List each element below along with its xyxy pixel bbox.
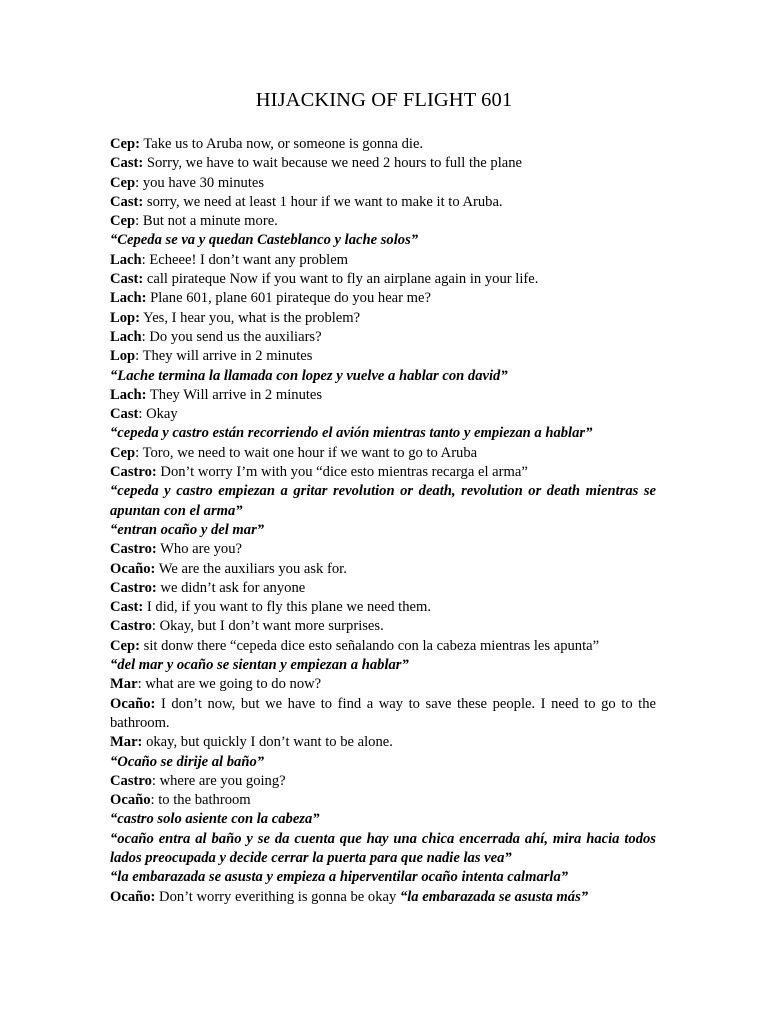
speaker-name: Lach: (110, 386, 147, 403)
dialogue-text: We are the auxiliars you ask for. (155, 560, 347, 577)
speaker-name: Castro: (110, 464, 157, 481)
stage-direction: “la embarazada se asusta y empieza a hiperventilar ocaño intenta calmarla” (110, 869, 569, 886)
dialogue-text: Who are you? (156, 541, 242, 558)
script-body (110, 135, 660, 907)
dialogue-line (110, 386, 656, 405)
stage-direction-line (110, 810, 656, 829)
stage-direction: “la embarazada se asusta más” (399, 888, 589, 905)
dialogue-line (110, 791, 656, 810)
stage-direction: “cepeda y castro están recorriendo el avión mientras tanto y empiezan a hablar” (110, 425, 593, 442)
dialogue-line (110, 174, 656, 193)
speaker-name: Lach (110, 328, 142, 345)
stage-direction-line (110, 424, 656, 443)
dialogue-text: They Will arrive in 2 minutes (146, 386, 323, 403)
dialogue-text: okay, but quickly I don’t want to be alone. (142, 734, 393, 751)
dialogue-line (110, 328, 656, 347)
dialogue-line (110, 347, 656, 366)
speaker-name: Ocaño: (110, 888, 156, 905)
stage-direction-line (110, 367, 656, 386)
dialogue-line (110, 560, 656, 579)
dialogue-text: I did, if you want to fly this plane we need them. (143, 599, 432, 616)
speaker-name: Cast: (110, 155, 144, 172)
speaker-name: Castro (110, 618, 152, 635)
speaker-name: Cep (110, 444, 136, 461)
speaker-name: Castro (110, 772, 152, 789)
dialogue-text: : But not a minute more. (135, 213, 278, 230)
stage-direction-line (110, 482, 656, 521)
stage-direction-line (110, 521, 656, 540)
dialogue-text: : you have 30 minutes (135, 174, 265, 191)
stage-direction-line (110, 753, 656, 772)
stage-direction: “cepeda y castro empiezan a gritar revolution or death, revolution or death mientras se apuntan con el arma” (110, 483, 656, 519)
dialogue-text: Don’t worry everithing is gonna be okay (155, 888, 400, 905)
dialogue-text: : Toro, we need to wait one hour if we want to go to Aruba (135, 444, 478, 461)
dialogue-text: call pirateque Now if you want to fly an airplane again in your life. (143, 271, 539, 288)
stage-direction-line (110, 830, 656, 869)
stage-direction-line (110, 656, 656, 675)
dialogue-line (110, 270, 656, 289)
dialogue-text: : They will arrive in 2 minutes (135, 348, 313, 365)
stage-direction-line (110, 231, 656, 250)
speaker-name: Ocaño (110, 792, 151, 809)
speaker-name: Mar (110, 676, 138, 693)
dialogue-line (110, 135, 656, 154)
dialogue-text: : Okay, but I don’t want more surprises. (151, 618, 384, 635)
speaker-name: Cast (110, 406, 139, 423)
dialogue-line (110, 212, 656, 231)
speaker-name: Ocaño: (110, 695, 156, 712)
speaker-name: Cep: (110, 136, 140, 152)
stage-direction: “Cepeda se va y quedan Casteblanco y lache solos” (110, 232, 419, 249)
dialogue-line (110, 540, 656, 559)
speaker-name: Cast: (110, 599, 144, 616)
dialogue-line (110, 888, 656, 907)
speaker-name: Castro: (110, 579, 157, 596)
stage-direction: “entran ocaño y del mar” (110, 521, 265, 538)
dialogue-text: Plane 601, plane 601 pirateque do you hear me? (146, 290, 431, 307)
dialogue-text: : Do you send us the auxiliars? (141, 328, 322, 345)
dialogue-line (110, 405, 656, 424)
speaker-name: Cep (110, 174, 136, 191)
dialogue-text: Sorry, we have to wait because we need 2 hours to full the plane (143, 155, 523, 172)
speaker-name: Cep: (110, 637, 140, 654)
dialogue-line (110, 463, 656, 482)
dialogue-line (110, 637, 656, 656)
dialogue-line (110, 579, 656, 598)
dialogue-text: Don’t worry I’m with you “dice esto mientras recarga el arma” (156, 464, 528, 481)
dialogue-text: sorry, we need at least 1 hour if we want to make it to Aruba. (143, 193, 503, 210)
stage-direction-line (110, 868, 656, 887)
speaker-name: Cast: (110, 193, 144, 210)
dialogue-text: : to the bathroom (150, 792, 251, 809)
dialogue-text: : what are we going to do now? (137, 676, 322, 693)
dialogue-text: : where are you going? (151, 772, 286, 789)
dialogue-line (110, 598, 656, 617)
dialogue-text: : Echeee! I don’t want any problem (141, 251, 349, 268)
dialogue-line (110, 733, 656, 752)
dialogue-line (110, 193, 656, 212)
stage-direction: “ocaño entra al baño y se da cuenta que hay una chica encerrada ahí, mira hacia todos lados preocupada y decide cerrar la puerta para que nadie las vea” (110, 830, 656, 866)
dialogue-text: Yes, I hear you, what is the problem? (140, 309, 361, 326)
dialogue-line (110, 772, 656, 791)
dialogue-text: we didn’t ask for anyone (156, 579, 306, 596)
stage-direction: “del mar y ocaño se sientan y empiezan a hablar” (110, 657, 409, 674)
speaker-name: Cast: (110, 271, 144, 288)
dialogue-text: sit donw there “cepeda dice esto señalando con la cabeza mientras les apunta” (140, 637, 600, 654)
dialogue-line (110, 617, 656, 636)
dialogue-line (110, 309, 656, 328)
stage-direction: “Ocaño se dirije al baño” (110, 753, 265, 770)
dialogue-line (110, 289, 656, 308)
dialogue-line (110, 695, 660, 734)
dialogue-text: I don’t now, but we have to find a way to save these people. I need to go to the bathroom. (110, 695, 660, 731)
speaker-name: Lop: (110, 309, 141, 326)
dialogue-line (110, 675, 656, 694)
speaker-name: Castro: (110, 541, 157, 558)
stage-direction: “Lache termina la llamada con lopez y vuelve a hablar con david” (110, 367, 508, 384)
speaker-name: Lach: (110, 290, 147, 307)
dialogue-text: Take us to Aruba now, or someone is gonna die. (140, 136, 424, 152)
document-title: HIJACKING OF FLIGHT 601 (255, 89, 513, 111)
speaker-name: Mar: (110, 734, 143, 751)
speaker-name: Ocaño: (110, 560, 156, 577)
dialogue-line (110, 154, 656, 173)
dialogue-line (110, 251, 656, 270)
dialogue-text: : Okay (138, 406, 178, 423)
stage-direction: “castro solo asiente con la cabeza” (110, 811, 320, 828)
dialogue-line (110, 444, 656, 463)
speaker-name: Cep (110, 213, 136, 230)
speaker-name: Lach (110, 251, 142, 268)
speaker-name: Lop (110, 348, 136, 365)
